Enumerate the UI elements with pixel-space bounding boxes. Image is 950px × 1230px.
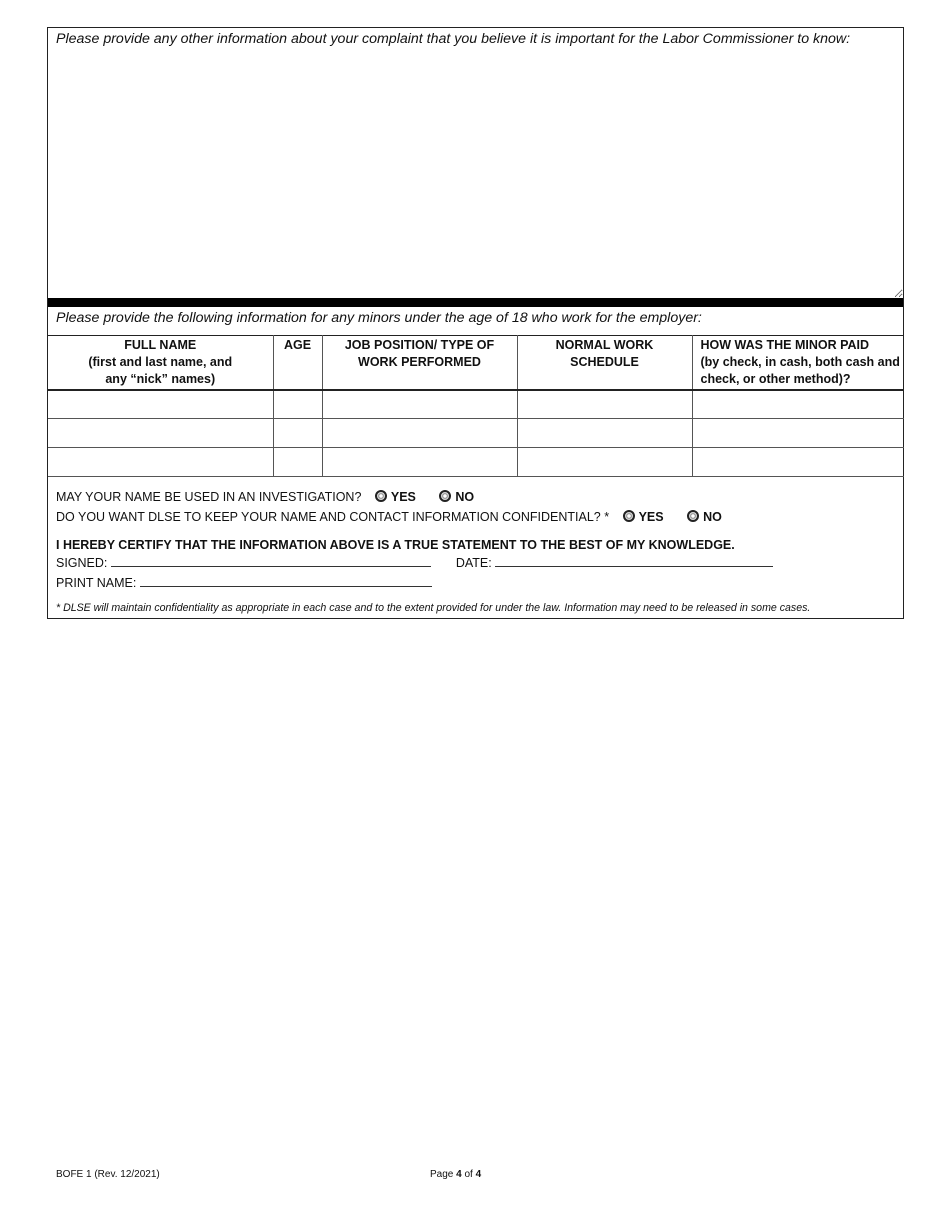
cell-payment-method[interactable] <box>692 419 904 448</box>
cell-job-position[interactable] <box>322 448 517 477</box>
confidential-no-radio[interactable] <box>687 510 699 522</box>
confidential-label: DO YOU WANT DLSE TO KEEP YOUR NAME AND CONTACT INFORMATION CONFIDENTIAL? * <box>56 510 610 524</box>
signature-field[interactable] <box>111 556 431 567</box>
certification-statement: I HEREBY CERTIFY THAT THE INFORMATION ABOVE IS A TRUE STATEMENT TO THE BEST OF MY KNOWLEDGE. <box>56 538 735 552</box>
cell-work-schedule[interactable] <box>517 448 692 477</box>
cell-full-name[interactable] <box>48 448 273 477</box>
other-info-prompt: Please provide any other information about your complaint that you believe it is important for the Labor Commissioner to know: <box>56 31 851 47</box>
print-name-label: PRINT NAME: <box>56 576 137 590</box>
use-name-no-label: NO <box>455 490 475 504</box>
header-full-name <box>48 336 273 390</box>
cell-age[interactable] <box>273 390 322 419</box>
section-divider-bar <box>48 298 903 307</box>
other-info-section <box>48 28 903 298</box>
confidential-yes-radio[interactable] <box>623 510 635 522</box>
cell-age[interactable] <box>273 448 322 477</box>
header-line: HOW WAS THE MINOR PAID <box>700 338 870 352</box>
header-line: NORMAL WORK SCHEDULE <box>555 338 654 369</box>
date-field[interactable] <box>495 556 773 567</box>
table-row <box>48 390 904 419</box>
minors-header-row <box>48 336 904 390</box>
cell-age[interactable] <box>273 419 322 448</box>
cell-full-name[interactable] <box>48 419 273 448</box>
page-current: 4 <box>456 1169 462 1180</box>
table-row <box>48 419 904 448</box>
use-name-label: MAY YOUR NAME BE USED IN AN INVESTIGATION? <box>56 490 362 504</box>
use-name-yes-radio[interactable] <box>375 490 387 502</box>
minors-table <box>48 335 904 477</box>
minors-prompt: Please provide the following information for any minors under the age of 18 who work for the employer: <box>56 310 702 326</box>
use-name-no-radio[interactable] <box>439 490 451 502</box>
header-line: AGE <box>283 338 312 352</box>
signed-label: SIGNED: <box>56 556 108 570</box>
header-line: (first and last name, and <box>88 355 233 369</box>
page-of: of <box>464 1169 473 1180</box>
page-number <box>430 1169 481 1180</box>
header-line: any “nick” names) <box>105 372 216 386</box>
cell-work-schedule[interactable] <box>517 419 692 448</box>
header-work-schedule <box>517 336 692 390</box>
form-id: BOFE 1 (Rev. 12/2021) <box>56 1169 160 1180</box>
page-total: 4 <box>475 1169 482 1180</box>
header-job-position <box>322 336 517 390</box>
other-info-textarea[interactable] <box>48 54 903 298</box>
cell-job-position[interactable] <box>322 419 517 448</box>
header-payment-method <box>692 336 904 390</box>
header-line: WORK PERFORMED <box>358 355 481 369</box>
cell-payment-method[interactable] <box>692 390 904 419</box>
page-prefix: Page <box>430 1169 454 1180</box>
use-name-question <box>56 488 484 506</box>
confidential-no-label: NO <box>703 510 722 524</box>
header-line: FULL NAME <box>124 338 197 352</box>
header-line: JOB POSITION/ TYPE OF <box>344 338 495 352</box>
print-name-field[interactable] <box>140 576 432 587</box>
confidentiality-footnote: * DLSE will maintain confidentiality as appropriate in each case and to the extent provided for under the law. Information may need to be released in some cases. <box>56 602 811 614</box>
confidential-question <box>56 508 732 526</box>
date-label: DATE: <box>455 556 492 570</box>
header-line: check, or other method)? <box>700 372 851 386</box>
confidential-yes-label: YES <box>638 510 664 524</box>
complaint-form-frame <box>47 27 904 619</box>
cell-full-name[interactable] <box>48 390 273 419</box>
signature-line <box>56 556 773 570</box>
cell-job-position[interactable] <box>322 390 517 419</box>
cell-work-schedule[interactable] <box>517 390 692 419</box>
use-name-yes-label: YES <box>390 490 416 504</box>
cell-payment-method[interactable] <box>692 448 904 477</box>
print-name-line <box>56 576 432 590</box>
header-age <box>273 336 322 390</box>
header-line: (by check, in cash, both cash and <box>700 355 900 369</box>
table-row <box>48 448 904 477</box>
